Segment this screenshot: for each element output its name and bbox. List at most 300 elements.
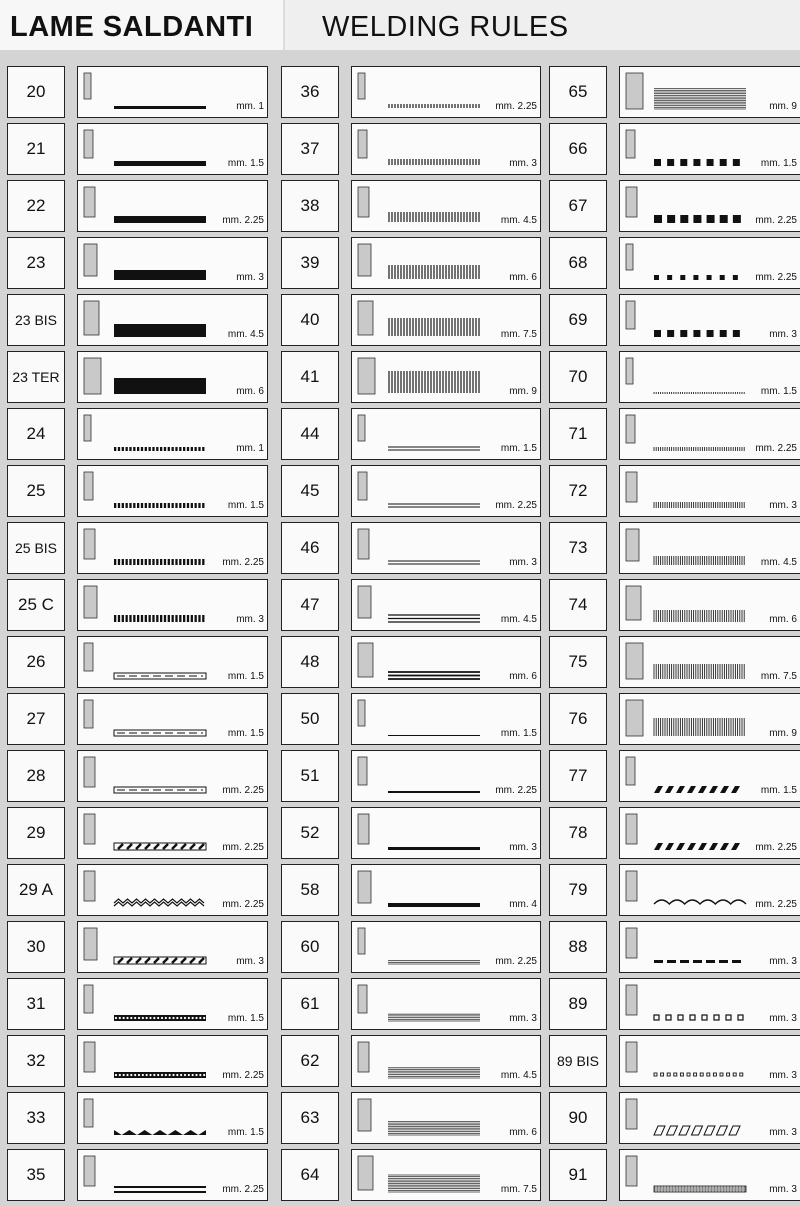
rule-pattern-boxslash [114, 843, 206, 850]
rule-thickness: mm. 2.25 [222, 1184, 264, 1195]
rule-card [619, 237, 800, 289]
rule-card [351, 351, 541, 403]
rule-thickness: mm. 2.25 [495, 500, 537, 511]
rule-code: 68 [549, 237, 607, 289]
rule-code: 79 [549, 864, 607, 916]
blade-profile-icon [84, 757, 95, 787]
rule-card [619, 579, 800, 631]
rule-thickness: mm. 2.25 [495, 956, 537, 967]
rule-card [351, 693, 541, 745]
rule-thickness: mm. 1.5 [227, 728, 264, 739]
rule-code: 75 [549, 636, 607, 688]
rule-card [351, 522, 541, 574]
rule-card [619, 66, 800, 118]
rule-code: 23 [7, 237, 65, 289]
blade-profile-icon [358, 244, 371, 276]
rule-card [619, 522, 800, 574]
rule-thickness: mm. 1.5 [227, 500, 264, 511]
rule-thickness: mm. 2.25 [755, 899, 797, 910]
rule-thickness: mm. 3 [509, 842, 537, 853]
blade-profile-icon [358, 472, 367, 500]
rule-thickness: mm. 3 [769, 1184, 797, 1195]
rule-code: 21 [7, 123, 65, 175]
rule-thickness: mm. 1.5 [760, 386, 797, 397]
rule-thickness: mm. 2.25 [222, 842, 264, 853]
rule-card [619, 1092, 800, 1144]
blade-profile-icon [626, 1099, 637, 1129]
rule-code: 91 [549, 1149, 607, 1201]
rule-code: 32 [7, 1035, 65, 1087]
rule-card [351, 123, 541, 175]
rule-pattern-squares [654, 275, 738, 280]
rule-code: 33 [7, 1092, 65, 1144]
rule-pattern-rings_small [654, 1073, 743, 1076]
rule-card [619, 978, 800, 1030]
rule-pattern-lines3 [388, 672, 480, 679]
blade-profile-icon [626, 928, 637, 958]
blade-profile-icon [84, 415, 91, 441]
blade-profile-icon [84, 529, 95, 559]
rule-code: 24 [7, 408, 65, 460]
blade-profile-icon [84, 985, 93, 1013]
rule-code: 40 [281, 294, 339, 346]
rule-card [619, 1149, 800, 1201]
rule-code: 52 [281, 807, 339, 859]
rule-thickness: mm. 1.5 [500, 443, 537, 454]
rule-thickness: mm. 1 [236, 443, 264, 454]
rule-card [77, 864, 268, 916]
blade-profile-icon [84, 1156, 95, 1186]
rule-thickness: mm. 2.25 [495, 785, 537, 796]
rule-pattern-mesh [654, 1186, 746, 1192]
blade-profile-icon [84, 700, 93, 728]
blade-profile-icon [358, 871, 371, 903]
rule-thickness: mm. 2.25 [222, 215, 264, 226]
rule-card [619, 750, 800, 802]
blade-profile-icon [84, 1099, 93, 1127]
rule-card [77, 237, 268, 289]
rule-thickness: mm. 1.5 [227, 671, 264, 682]
rule-card [77, 408, 268, 460]
rule-code: 41 [281, 351, 339, 403]
blade-profile-icon [358, 415, 365, 441]
rule-thickness: mm. 2.25 [495, 101, 537, 112]
rule-card [351, 66, 541, 118]
blade-profile-icon [626, 586, 641, 620]
rule-card [351, 237, 541, 289]
rule-code: 73 [549, 522, 607, 574]
rule-code: 71 [549, 408, 607, 460]
rule-code: 23 BIS [7, 294, 65, 346]
rule-pattern-solid [114, 216, 206, 223]
title-english: WELDING RULES [322, 11, 569, 43]
rule-code: 77 [549, 750, 607, 802]
rule-pattern-comb [654, 556, 744, 565]
rule-pattern-slants [654, 786, 740, 793]
rule-thickness: mm. 2.25 [222, 899, 264, 910]
rule-thickness: mm. 4.5 [227, 329, 264, 340]
rule-code: 66 [549, 123, 607, 175]
rule-thickness: mm. 1.5 [760, 158, 797, 169]
blade-profile-icon [84, 871, 95, 901]
rule-thickness: mm. 7.5 [500, 329, 537, 340]
rule-pattern-grid [388, 266, 480, 278]
rule-pattern-comb [654, 718, 744, 736]
rule-code: 74 [549, 579, 607, 631]
rule-code: 35 [7, 1149, 65, 1201]
rule-thickness: mm. 3 [509, 1013, 537, 1024]
rule-thickness: mm. 3 [769, 1013, 797, 1024]
rule-code: 50 [281, 693, 339, 745]
rule-card [77, 750, 268, 802]
rule-pattern-solid [114, 106, 206, 109]
rule-pattern-comb [654, 502, 744, 508]
blade-profile-icon [626, 415, 635, 443]
rule-card [351, 807, 541, 859]
rule-code: 29 [7, 807, 65, 859]
rule-thickness: mm. 3 [769, 1070, 797, 1081]
blade-profile-icon [626, 244, 633, 270]
rule-pattern-scallop [654, 900, 746, 904]
rule-pattern-multi [388, 1068, 480, 1078]
blade-profile-icon [626, 643, 643, 679]
rule-thickness: mm. 3 [769, 500, 797, 511]
rule-code: 70 [549, 351, 607, 403]
rule-card [77, 294, 268, 346]
rule-card [77, 351, 268, 403]
rule-thickness: mm. 1.5 [760, 785, 797, 796]
rule-thickness: mm. 4.5 [500, 614, 537, 625]
rule-pattern-multi [388, 1175, 480, 1192]
rule-card [77, 66, 268, 118]
rule-pattern-boxslash [114, 957, 206, 964]
rule-pattern-line1 [388, 847, 480, 850]
blade-profile-icon [626, 130, 635, 158]
rule-thickness: mm. 2.25 [222, 1070, 264, 1081]
rule-pattern-dots [114, 1072, 206, 1078]
rule-card [77, 465, 268, 517]
rule-thickness: mm. 1.5 [227, 1127, 264, 1138]
rule-code: 47 [281, 579, 339, 631]
rule-thickness: mm. 3 [769, 329, 797, 340]
rule-code: 22 [7, 180, 65, 232]
blade-profile-icon [358, 1099, 371, 1131]
rule-code: 37 [281, 123, 339, 175]
rule-code: 67 [549, 180, 607, 232]
rule-pattern-solid [114, 270, 206, 280]
rule-card [77, 807, 268, 859]
rule-code: 61 [281, 978, 339, 1030]
rule-pattern-solid [114, 161, 206, 166]
rule-pattern-dash [114, 559, 204, 565]
rule-code: 31 [7, 978, 65, 1030]
rule-code: 51 [281, 750, 339, 802]
rule-card [351, 1149, 541, 1201]
rule-pattern-multi [388, 1121, 480, 1135]
rule-thickness: mm. 2.25 [222, 785, 264, 796]
rule-code: 78 [549, 807, 607, 859]
rule-card [77, 1035, 268, 1087]
rule-thickness: mm. 4.5 [500, 1070, 537, 1081]
blade-profile-icon [626, 1156, 637, 1186]
rule-card [619, 351, 800, 403]
rule-pattern-boxdash [114, 730, 206, 736]
rule-pattern-lines3 [388, 615, 480, 622]
rule-pattern-slants [654, 843, 740, 850]
rule-pattern-comb [654, 664, 744, 679]
rule-card [77, 693, 268, 745]
blade-profile-icon [84, 814, 95, 844]
blade-profile-icon [358, 301, 373, 335]
rule-card [77, 978, 268, 1030]
rule-thickness: mm. 3 [236, 956, 264, 967]
rule-pattern-comb [654, 610, 744, 622]
blade-profile-icon [358, 757, 367, 785]
rule-thickness: mm. 4 [509, 899, 537, 910]
rule-code: 29 A [7, 864, 65, 916]
rule-pattern-parallelograms [654, 1126, 740, 1135]
rule-thickness: mm. 7.5 [500, 1184, 537, 1195]
rule-thickness: mm. 4.5 [500, 215, 537, 226]
rule-code: 64 [281, 1149, 339, 1201]
rule-code: 90 [549, 1092, 607, 1144]
rule-code: 65 [549, 66, 607, 118]
rule-thickness: mm. 1.5 [227, 158, 264, 169]
blade-profile-icon [84, 928, 97, 960]
blade-profile-icon [84, 73, 91, 99]
rule-thickness: mm. 4.5 [760, 557, 797, 568]
rule-card [351, 579, 541, 631]
rule-thickness: mm. 2.25 [755, 272, 797, 283]
blade-profile-icon [84, 187, 95, 217]
blade-profile-icon [84, 586, 97, 618]
rule-code: 36 [281, 66, 339, 118]
rule-pattern-wave [114, 899, 204, 906]
rule-code: 27 [7, 693, 65, 745]
rule-card [351, 978, 541, 1030]
rule-thickness: mm. 2.25 [755, 842, 797, 853]
rule-card [619, 408, 800, 460]
rule-pattern-rings [654, 1015, 743, 1020]
rule-code: 69 [549, 294, 607, 346]
rule-thickness: mm. 3 [236, 614, 264, 625]
rule-card [619, 807, 800, 859]
rule-thickness: mm. 1 [236, 101, 264, 112]
rule-card [77, 636, 268, 688]
rule-thickness: mm. 3 [509, 557, 537, 568]
blade-profile-icon [358, 985, 367, 1013]
rule-code: 76 [549, 693, 607, 745]
rule-card [619, 693, 800, 745]
rule-thickness: mm. 6 [509, 671, 537, 682]
rule-pattern-solid [114, 378, 206, 394]
rule-pattern-lines2 [388, 561, 480, 564]
rule-card [351, 636, 541, 688]
blade-profile-icon [358, 928, 365, 954]
rule-code: 62 [281, 1035, 339, 1087]
rule-thickness: mm. 9 [769, 101, 797, 112]
blade-profile-icon [626, 187, 637, 217]
rule-thickness: mm. 9 [509, 386, 537, 397]
rule-code: 88 [549, 921, 607, 973]
blade-profile-icon [626, 757, 635, 785]
rule-code: 48 [281, 636, 339, 688]
title-italian: LAME SALDANTI [0, 0, 285, 50]
rule-pattern-grid [388, 319, 480, 335]
rule-code: 44 [281, 408, 339, 460]
rule-pattern-grid [388, 372, 480, 392]
rule-thickness: mm. 6 [509, 1127, 537, 1138]
blade-profile-icon [626, 700, 643, 736]
blade-profile-icon [358, 73, 365, 99]
blade-profile-icon [358, 529, 369, 559]
rule-thickness: mm. 2.25 [755, 215, 797, 226]
blade-profile-icon [626, 871, 637, 901]
rule-pattern-dashes [654, 960, 741, 963]
rule-thickness: mm. 6 [509, 272, 537, 283]
rule-code: 25 BIS [7, 522, 65, 574]
blade-profile-icon [626, 73, 643, 109]
rule-card [77, 180, 268, 232]
rule-pattern-multi [388, 1014, 480, 1021]
blade-profile-icon [358, 1156, 373, 1190]
rule-pattern-multi [388, 961, 480, 964]
rule-card [619, 921, 800, 973]
rule-pattern-dash [114, 447, 204, 451]
blade-profile-icon [626, 814, 637, 844]
blade-profile-icon [626, 472, 637, 502]
rule-pattern-grid [388, 213, 480, 221]
rule-pattern-dash [114, 615, 204, 622]
rule-code: 25 C [7, 579, 65, 631]
rule-pattern-lines2 [388, 447, 480, 450]
rule-card [619, 864, 800, 916]
rule-card [619, 180, 800, 232]
title-bar [0, 0, 800, 50]
rule-pattern-line1 [388, 791, 480, 793]
rule-thickness: mm. 1.5 [500, 728, 537, 739]
rule-card [619, 123, 800, 175]
rule-thickness: mm. 9 [769, 728, 797, 739]
rule-card [351, 180, 541, 232]
rule-pattern-squares [654, 215, 741, 223]
rule-card [351, 750, 541, 802]
rule-pattern-grid [388, 105, 480, 107]
rule-pattern-squares [654, 330, 740, 337]
rule-code: 30 [7, 921, 65, 973]
rule-pattern-line1 [388, 735, 480, 736]
rule-card [351, 864, 541, 916]
rule-card [351, 465, 541, 517]
rule-code: 72 [549, 465, 607, 517]
blade-profile-icon [84, 643, 93, 671]
blade-profile-icon [358, 814, 369, 844]
rule-pattern-line1 [388, 903, 480, 907]
rule-code: 60 [281, 921, 339, 973]
rule-code: 45 [281, 465, 339, 517]
rule-pattern-boxdash [114, 787, 206, 793]
rule-code: 58 [281, 864, 339, 916]
rule-thickness: mm. 7.5 [760, 671, 797, 682]
rule-code: 25 [7, 465, 65, 517]
blade-profile-icon [358, 358, 375, 394]
rule-thickness: mm. 2.25 [222, 557, 264, 568]
rule-pattern-comb [654, 447, 744, 451]
rule-card [77, 579, 268, 631]
blade-profile-icon [626, 1042, 637, 1072]
rule-card [77, 1149, 268, 1201]
rule-pattern-dash [114, 503, 204, 508]
blade-profile-icon [358, 1042, 369, 1072]
rule-pattern-comb [654, 392, 744, 394]
rule-pattern-zigzag [114, 1130, 206, 1135]
rule-pattern-lines2 [388, 504, 480, 507]
rule-pattern-multi [654, 89, 746, 109]
rule-card [351, 294, 541, 346]
blade-profile-icon [358, 700, 365, 726]
blade-profile-icon [84, 472, 93, 500]
rule-code: 23 TER [7, 351, 65, 403]
rule-thickness: mm. 3 [236, 272, 264, 283]
rule-pattern-double [114, 1186, 206, 1193]
blade-profile-icon [84, 358, 101, 394]
blade-profile-icon [626, 529, 639, 561]
blade-profile-icon [84, 130, 93, 158]
rule-pattern-dots [114, 1015, 206, 1021]
blade-profile-icon [84, 301, 99, 335]
rule-thickness: mm. 3 [769, 1127, 797, 1138]
rule-pattern-solid [114, 324, 206, 337]
blade-profile-icon [626, 358, 633, 384]
rule-code: 39 [281, 237, 339, 289]
rule-code: 38 [281, 180, 339, 232]
blade-profile-icon [358, 130, 367, 158]
rule-card [351, 1092, 541, 1144]
rule-card [77, 522, 268, 574]
rule-thickness: mm. 6 [236, 386, 264, 397]
rule-card [351, 921, 541, 973]
rule-card [77, 1092, 268, 1144]
rule-card [619, 1035, 800, 1087]
rule-card [77, 921, 268, 973]
rule-thickness: mm. 2.25 [755, 443, 797, 454]
rule-card [77, 123, 268, 175]
rule-card [351, 408, 541, 460]
rule-pattern-squares [654, 159, 740, 166]
rule-thickness: mm. 6 [769, 614, 797, 625]
blade-profile-icon [84, 1042, 95, 1072]
rule-card [351, 1035, 541, 1087]
blade-profile-icon [626, 301, 635, 329]
blade-profile-icon [358, 586, 371, 618]
rule-code: 20 [7, 66, 65, 118]
rule-thickness: mm. 3 [509, 158, 537, 169]
blade-profile-icon [84, 244, 97, 276]
rule-code: 63 [281, 1092, 339, 1144]
rule-card [619, 294, 800, 346]
blade-profile-icon [626, 985, 637, 1015]
rule-code: 28 [7, 750, 65, 802]
rule-thickness: mm. 1.5 [227, 1013, 264, 1024]
rule-card [619, 465, 800, 517]
rule-pattern-grid [388, 160, 480, 164]
rule-code: 89 BIS [549, 1035, 607, 1087]
rule-pattern-boxdash [114, 673, 206, 679]
blade-profile-icon [358, 187, 369, 217]
blade-profile-icon [358, 643, 373, 677]
rule-card [619, 636, 800, 688]
rule-code: 26 [7, 636, 65, 688]
